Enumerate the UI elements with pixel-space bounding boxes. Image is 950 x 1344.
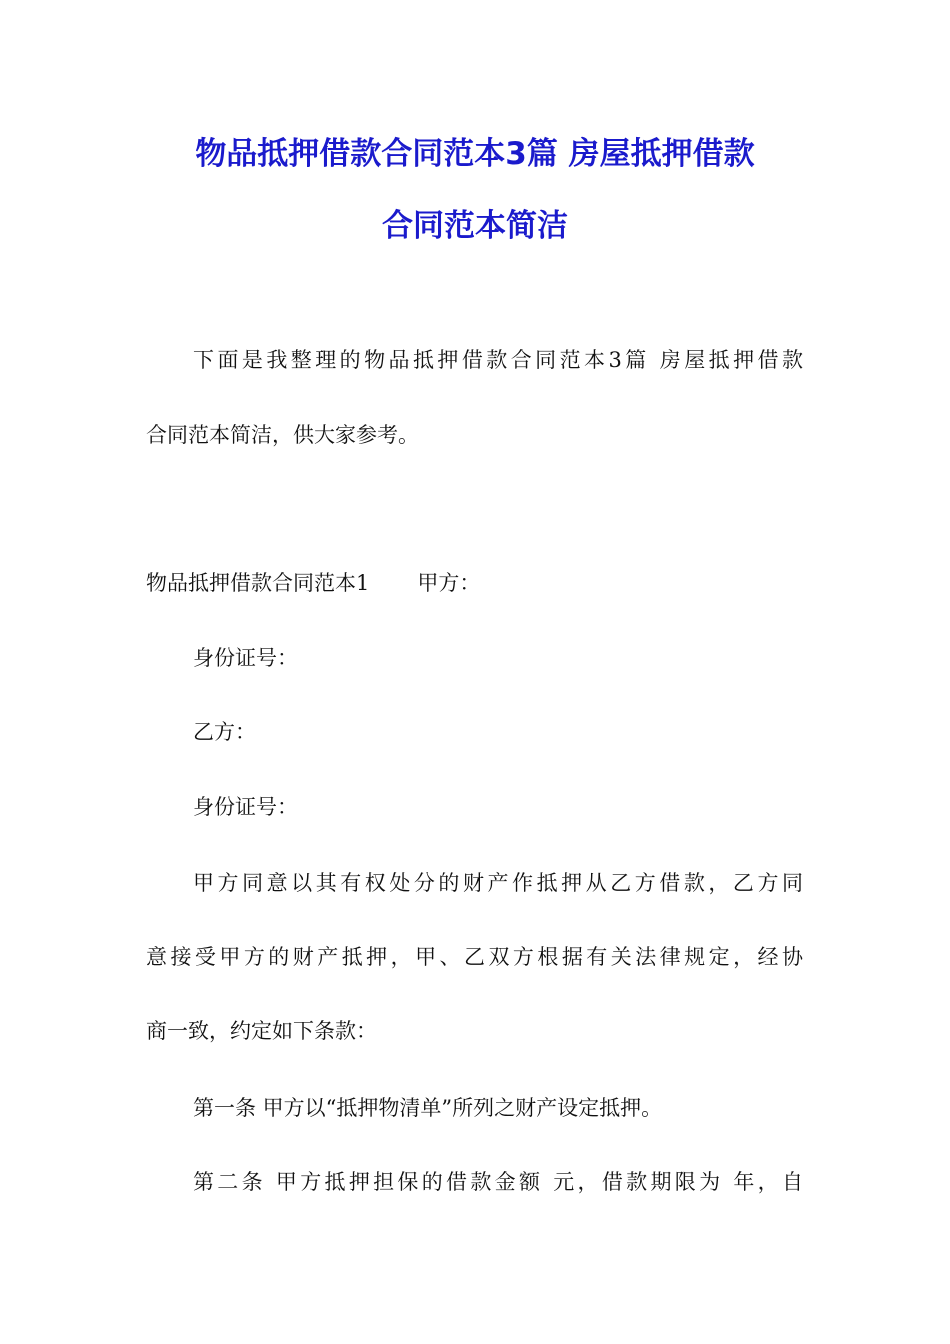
preamble-line-3: 商一致，约定如下条款： [146, 1019, 377, 1043]
party-a-label: 甲方： [417, 571, 481, 595]
preamble-line-1: 甲方同意以其有权处分的财产作抵押从乙方借款，乙方同 [193, 871, 803, 895]
document-title-line-1: 物品抵押借款合同范本3篇 房屋抵押借款 [195, 136, 755, 172]
intro-paragraph-line-1: 下面是我整理的物品抵押借款合同范本3篇 房屋抵押借款 [193, 348, 803, 372]
preamble-line-2: 意接受甲方的财产抵押，甲、乙双方根据有关法律规定，经协 [146, 945, 803, 969]
section-heading-row [146, 568, 480, 598]
party-b-label: 乙方： [193, 720, 256, 744]
intro-paragraph-line-2: 合同范本简洁，供大家参考。 [146, 423, 419, 447]
article-1: 第一条 甲方以“抵押物清单”所列之财产设定抵押。 [193, 1096, 663, 1120]
party-b-id-label: 身份证号： [193, 795, 298, 819]
article-2-line-1: 第二条 甲方抵押担保的借款金额 元，借款期限为 年，自 [193, 1170, 803, 1194]
document-title-line-2: 合同范本简洁 [382, 208, 568, 244]
party-a-id-label: 身份证号： [193, 646, 298, 670]
section-heading: 物品抵押借款合同范本1 [146, 571, 370, 595]
